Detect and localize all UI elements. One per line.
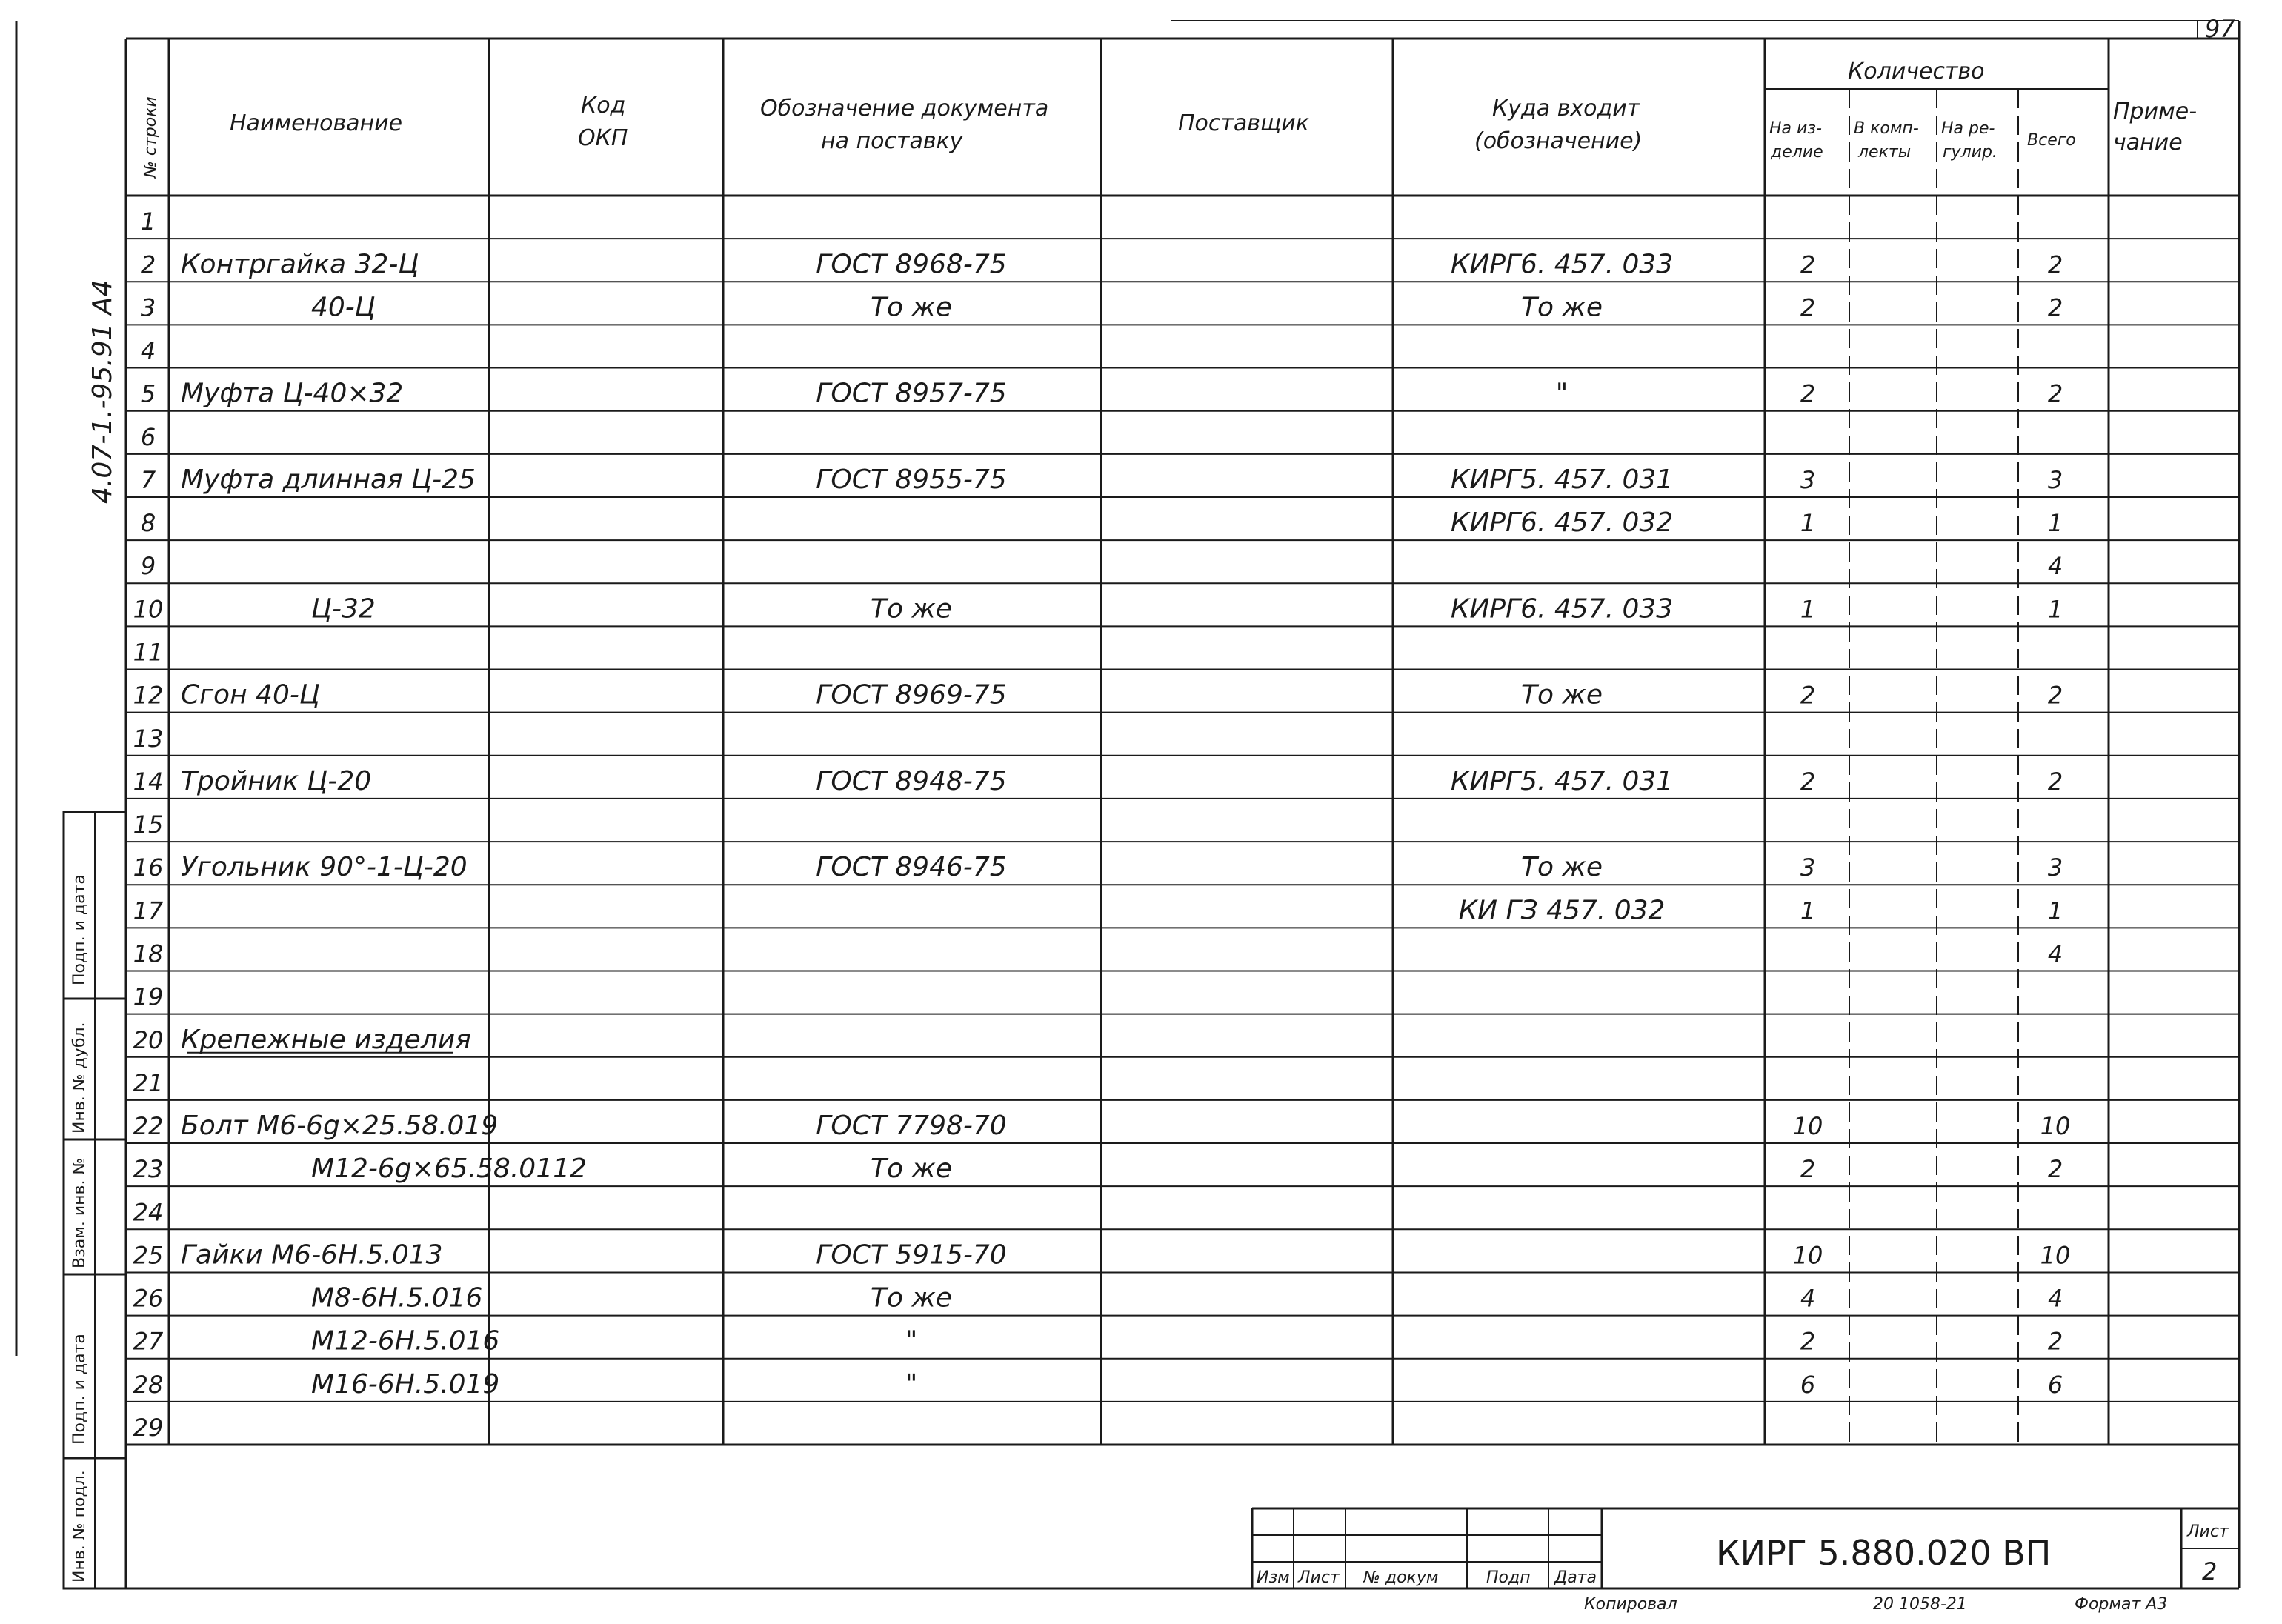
title-label-change: Изм bbox=[1257, 1568, 1290, 1587]
title-label-signature: Подп bbox=[1486, 1568, 1531, 1587]
row-number: 23 bbox=[133, 1155, 164, 1184]
row-destination: То же bbox=[1520, 292, 1603, 323]
header-okp-line1: Код bbox=[581, 93, 626, 119]
footer-format: Формат А3 bbox=[2075, 1595, 2168, 1614]
row-qty-item: 2 bbox=[1800, 767, 1816, 796]
row-number: 1 bbox=[140, 207, 156, 236]
row-qty-item: 2 bbox=[1800, 250, 1816, 279]
row-qty-item: 4 bbox=[1800, 1284, 1816, 1313]
header-qty-total: Всего bbox=[2027, 131, 2076, 150]
row-destination: КИРГ6. 457. 033 bbox=[1450, 593, 1674, 625]
row-qty-item: 6 bbox=[1800, 1370, 1816, 1399]
row-qty-total: 6 bbox=[2047, 1370, 2063, 1399]
row-qty-item: 10 bbox=[1792, 1112, 1823, 1141]
row-destination: КИРГ6. 457. 033 bbox=[1450, 249, 1674, 280]
rotated-document-code: 4.07-1.-95.91 А4 bbox=[87, 279, 118, 504]
header-supplier: Поставщик bbox=[1178, 110, 1309, 136]
row-number: 27 bbox=[133, 1327, 164, 1356]
header-qty-kits-line1: В комп- bbox=[1854, 119, 1919, 138]
row-doc-designation: ГОСТ 8968-75 bbox=[816, 249, 1007, 280]
header-name: Наименование bbox=[230, 110, 403, 136]
row-qty-item: 1 bbox=[1800, 509, 1816, 538]
row-destination: КИРГ5. 457. 031 bbox=[1450, 765, 1674, 796]
header-note-line1: Приме- bbox=[2113, 99, 2198, 124]
row-name: М8-6Н.5.016 bbox=[311, 1282, 483, 1314]
row-qty-total: 2 bbox=[2047, 767, 2063, 796]
row-doc-designation: То же bbox=[870, 292, 953, 323]
row-qty-item: 2 bbox=[1800, 681, 1816, 710]
table-row bbox=[133, 1025, 471, 1055]
row-number: 20 bbox=[133, 1025, 164, 1054]
row-number: 15 bbox=[133, 811, 164, 839]
header-qty-item-line2: делие bbox=[1771, 143, 1823, 162]
table-row bbox=[133, 1198, 164, 1226]
header-okp-line2: ОКП bbox=[578, 125, 628, 151]
row-number: 19 bbox=[133, 982, 164, 1011]
footer-copied: Копировал bbox=[1584, 1595, 1677, 1614]
row-name: Сгон 40-Ц bbox=[181, 679, 320, 710]
table-row bbox=[133, 811, 164, 839]
row-doc-designation: То же bbox=[870, 1282, 953, 1314]
row-doc-designation: " bbox=[905, 1325, 918, 1357]
row-number: 29 bbox=[133, 1414, 164, 1442]
row-destination: То же bbox=[1520, 852, 1603, 883]
table-row bbox=[133, 766, 2063, 796]
table-row bbox=[133, 1283, 2063, 1314]
row-doc-designation: ГОСТ 8946-75 bbox=[816, 852, 1007, 883]
row-number: 4 bbox=[140, 336, 156, 365]
document-designation: КИРГ 5.880.020 ВП bbox=[1716, 1533, 2052, 1573]
row-qty-item: 3 bbox=[1800, 465, 1816, 494]
footer-order-number: 20 1058-21 bbox=[1873, 1595, 1967, 1614]
table-row bbox=[141, 337, 156, 365]
table-row bbox=[133, 725, 164, 753]
row-qty-total: 4 bbox=[2047, 939, 2063, 968]
table-row bbox=[133, 939, 2063, 968]
header-qty-kits-line2: лекты bbox=[1858, 143, 1912, 162]
row-name: Гайки М6-6Н.5.013 bbox=[181, 1239, 443, 1271]
table-columns bbox=[126, 39, 2239, 1445]
title-label-date: Дата bbox=[1554, 1568, 1597, 1587]
row-destination: " bbox=[1555, 378, 1569, 409]
row-number: 25 bbox=[133, 1241, 164, 1270]
table-row bbox=[133, 895, 2063, 925]
row-qty-total: 2 bbox=[2047, 293, 2063, 322]
row-name: Ц-32 bbox=[311, 593, 376, 625]
row-number: 26 bbox=[133, 1284, 164, 1313]
table-row bbox=[133, 593, 2063, 624]
table-row bbox=[133, 1326, 2063, 1357]
row-number: 2 bbox=[140, 250, 156, 279]
row-name: 40-Ц bbox=[311, 292, 376, 323]
row-destination: КИРГ6. 457. 032 bbox=[1450, 508, 1674, 539]
table-row bbox=[133, 680, 2063, 710]
row-qty-item: 3 bbox=[1800, 853, 1816, 882]
header-dest-line1: Куда входит bbox=[1492, 96, 1640, 122]
row-doc-designation: ГОСТ 5915-70 bbox=[816, 1239, 1007, 1271]
row-destination: КИРГ5. 457. 031 bbox=[1450, 464, 1674, 495]
sheet-number-top: 97 bbox=[2205, 15, 2235, 43]
row-qty-total: 2 bbox=[2047, 379, 2063, 408]
row-name: Муфта Ц-40×32 bbox=[181, 378, 404, 409]
row-doc-designation: То же bbox=[870, 1154, 953, 1185]
row-number: 11 bbox=[133, 638, 164, 667]
row-number: 3 bbox=[140, 293, 156, 322]
table-row bbox=[133, 1154, 2063, 1184]
table-row bbox=[141, 423, 156, 451]
row-qty-total: 2 bbox=[2047, 250, 2063, 279]
side-stamp-inv-orig: Инв. № подл. bbox=[70, 1470, 89, 1583]
row-name: М12-6Н.5.016 bbox=[311, 1325, 500, 1357]
row-qty-total: 3 bbox=[2047, 465, 2063, 494]
table-row bbox=[133, 1069, 164, 1097]
table-header-grid bbox=[126, 89, 2239, 196]
header-dest-line2: (обозначение) bbox=[1474, 128, 1643, 154]
row-doc-designation: ГОСТ 7798-70 bbox=[816, 1111, 1007, 1142]
row-doc-designation: ГОСТ 8969-75 bbox=[816, 679, 1007, 710]
row-number: 28 bbox=[133, 1370, 164, 1399]
header-position: № строки bbox=[142, 96, 160, 178]
row-number: 24 bbox=[133, 1198, 164, 1227]
row-doc-designation: ГОСТ 8957-75 bbox=[816, 378, 1007, 409]
row-number: 12 bbox=[133, 681, 164, 710]
table-row bbox=[133, 852, 2063, 882]
row-number: 22 bbox=[133, 1112, 164, 1141]
row-qty-item: 2 bbox=[1800, 1327, 1816, 1356]
side-stamp-sign-date-1: Подп. и дата bbox=[70, 874, 89, 985]
row-doc-designation: ГОСТ 8948-75 bbox=[816, 765, 1007, 796]
row-number: 5 bbox=[140, 379, 156, 408]
table-row bbox=[133, 1369, 2063, 1400]
row-qty-total: 2 bbox=[2047, 1327, 2063, 1356]
header-quantity: Количество bbox=[1848, 59, 1985, 84]
row-number: 21 bbox=[133, 1068, 164, 1097]
title-sheet-label: Лист bbox=[2187, 1522, 2229, 1541]
row-name: Муфта длинная Ц-25 bbox=[181, 464, 476, 495]
row-name: М12-6g×65.58.0112 bbox=[311, 1154, 587, 1185]
row-name: Болт М6-6g×25.58.019 bbox=[181, 1111, 499, 1142]
row-number: 6 bbox=[140, 422, 156, 451]
row-qty-item: 2 bbox=[1800, 1155, 1816, 1184]
row-doc-designation: ГОСТ 8955-75 bbox=[816, 464, 1007, 495]
row-name: Контргайка 32-Ц bbox=[181, 249, 419, 280]
table-row bbox=[141, 207, 156, 236]
title-label-doc-no: № докум bbox=[1363, 1568, 1439, 1587]
row-qty-item: 10 bbox=[1792, 1241, 1823, 1270]
row-number: 13 bbox=[133, 724, 164, 753]
title-sheet-number: 2 bbox=[2202, 1557, 2218, 1585]
row-qty-item: 2 bbox=[1800, 293, 1816, 322]
row-doc-designation: " bbox=[905, 1368, 918, 1400]
row-qty-total: 1 bbox=[2047, 595, 2063, 624]
title-label-sheet: Лист bbox=[1298, 1568, 1340, 1587]
header-doc-line1: Обозначение документа bbox=[760, 96, 1049, 122]
row-number: 17 bbox=[133, 896, 164, 925]
row-number: 7 bbox=[140, 465, 156, 494]
row-qty-item: 1 bbox=[1800, 896, 1816, 925]
table-row bbox=[133, 1414, 164, 1442]
row-qty-total: 3 bbox=[2047, 853, 2063, 882]
header-qty-item-line1: На из- bbox=[1769, 119, 1822, 138]
table-row-lines bbox=[126, 239, 2239, 1402]
header-qty-reg-line1: На ре- bbox=[1941, 119, 1995, 138]
row-qty-item: 1 bbox=[1800, 595, 1816, 624]
row-qty-total: 10 bbox=[2040, 1112, 2071, 1141]
row-name: Тройник Ц-20 bbox=[181, 765, 372, 796]
row-destination: То же bbox=[1520, 679, 1603, 710]
side-stamp-inv-dupl: Инв. № дубл. bbox=[70, 1022, 89, 1134]
row-qty-total: 2 bbox=[2047, 681, 2063, 710]
table-row bbox=[133, 639, 164, 667]
row-doc-designation: То же bbox=[870, 593, 953, 625]
row-number: 16 bbox=[133, 853, 164, 882]
row-number: 9 bbox=[140, 552, 156, 581]
row-qty-total: 4 bbox=[2047, 552, 2063, 581]
header-doc-line2: на поставку bbox=[821, 128, 963, 154]
row-destination: КИ ГЗ 457. 032 bbox=[1458, 895, 1666, 926]
row-name: Крепежные изделия bbox=[181, 1024, 471, 1055]
table-row bbox=[133, 983, 164, 1011]
row-number: 14 bbox=[133, 767, 164, 796]
row-number: 10 bbox=[133, 595, 164, 624]
header-note-line2: чание bbox=[2113, 130, 2183, 156]
row-qty-total: 1 bbox=[2047, 896, 2063, 925]
side-stamp-replace-inv: Взам. инв. № bbox=[70, 1157, 89, 1268]
row-name: М16-6Н.5.019 bbox=[311, 1368, 500, 1400]
row-qty-total: 1 bbox=[2047, 509, 2063, 538]
row-qty-total: 10 bbox=[2040, 1241, 2071, 1270]
row-qty-item: 2 bbox=[1800, 379, 1816, 408]
header-qty-reg-line2: гулир. bbox=[1943, 143, 1997, 162]
row-name: Угольник 90°-1-Ц-20 bbox=[181, 852, 468, 883]
row-qty-total: 4 bbox=[2047, 1284, 2063, 1313]
row-number: 8 bbox=[140, 509, 156, 538]
side-stamp-sign-date-2: Подп. и дата bbox=[70, 1334, 89, 1445]
row-qty-total: 2 bbox=[2047, 1155, 2063, 1184]
row-number: 18 bbox=[133, 939, 164, 968]
